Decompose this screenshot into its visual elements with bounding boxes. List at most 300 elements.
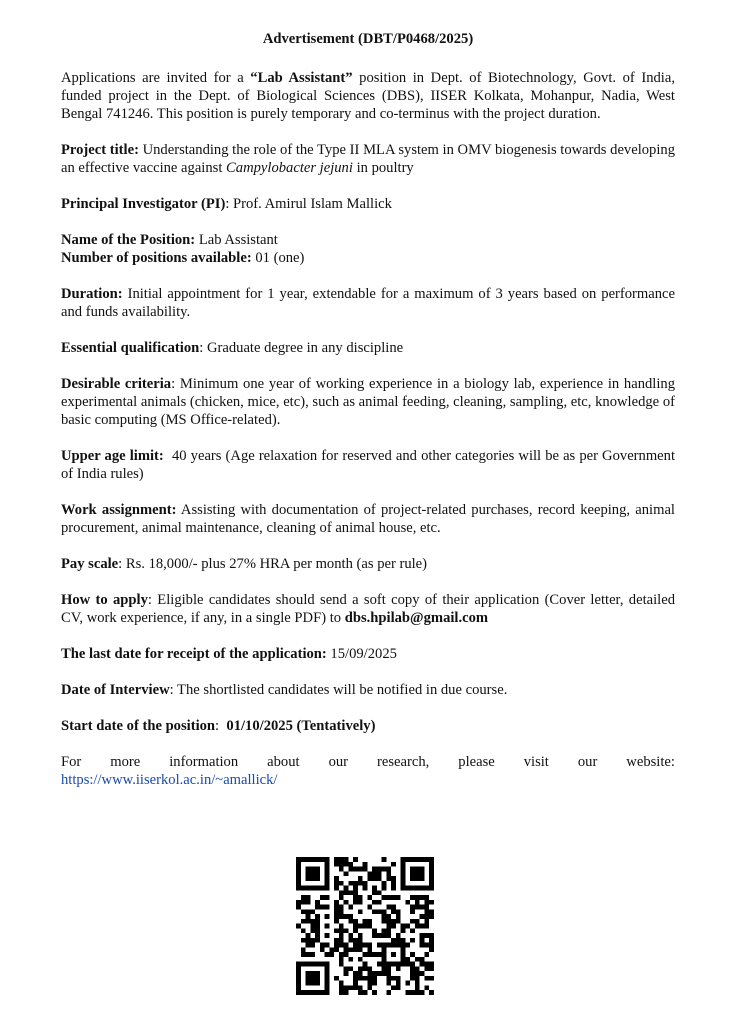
qr-module <box>358 933 363 938</box>
qr-module <box>339 895 344 900</box>
desirable-criteria-paragraph <box>61 375 675 429</box>
qr-module <box>363 919 368 924</box>
qr-module <box>344 871 349 876</box>
qr-module <box>334 900 339 905</box>
qr-module <box>334 938 339 943</box>
qr-module <box>306 976 311 981</box>
qr-module <box>420 905 425 910</box>
more-info-word: For <box>61 754 82 770</box>
qr-module <box>396 976 401 981</box>
qr-module <box>301 895 306 900</box>
qr-module <box>301 952 306 957</box>
qr-module <box>310 876 315 881</box>
qr-module <box>339 957 344 962</box>
qr-module <box>358 924 363 929</box>
qr-module <box>334 914 339 919</box>
qr-module <box>415 905 420 910</box>
qr-module <box>306 990 311 995</box>
qr-module <box>382 928 387 933</box>
qr-module <box>401 938 406 943</box>
qr-module <box>429 990 434 995</box>
start-date-label: Start date of the position <box>61 718 216 734</box>
intro-text-before: Applications are invited for a <box>61 70 251 86</box>
qr-module <box>372 886 377 891</box>
qr-module <box>372 909 377 914</box>
pi-label: Principal Investigator (PI) <box>61 196 226 212</box>
qr-module <box>372 933 377 938</box>
qr-module <box>344 990 349 995</box>
qr-module <box>310 919 315 924</box>
qr-module <box>382 971 387 976</box>
how-to-apply-paragraph <box>61 591 675 627</box>
qr-module <box>334 928 339 933</box>
qr-module <box>296 985 301 990</box>
positions-available-text: 01 (one) <box>251 250 305 266</box>
qr-module <box>358 976 363 981</box>
qr-module <box>353 857 358 862</box>
qr-module <box>401 943 406 948</box>
qr-module <box>301 938 306 943</box>
qr-module <box>353 867 358 872</box>
qr-module <box>396 919 401 924</box>
qr-module <box>420 938 425 943</box>
position-name-paragraph <box>61 231 675 249</box>
qr-module <box>396 962 401 967</box>
qr-module <box>339 962 344 967</box>
qr-module <box>415 900 420 905</box>
qr-module <box>367 985 372 990</box>
qr-module <box>301 909 306 914</box>
qr-module <box>325 886 330 891</box>
qr-module <box>348 881 353 886</box>
qr-module <box>386 919 391 924</box>
qr-module <box>391 924 396 929</box>
qr-module <box>424 857 429 862</box>
more-info-line <box>61 753 675 771</box>
application-email[interactable]: dbs.hpilab@gmail.com <box>344 610 489 626</box>
qr-module <box>310 928 315 933</box>
qr-module <box>296 924 301 929</box>
qr-module <box>339 933 344 938</box>
qr-module <box>353 981 358 986</box>
qr-module <box>401 957 406 962</box>
qr-module <box>320 990 325 995</box>
more-info-word: visit <box>523 754 549 770</box>
qr-module <box>325 881 330 886</box>
qr-module <box>420 933 425 938</box>
qr-module <box>315 867 320 872</box>
qr-module <box>320 947 325 952</box>
qr-module <box>424 895 429 900</box>
qr-module <box>367 971 372 976</box>
qr-module <box>339 857 344 862</box>
qr-module <box>386 990 391 995</box>
website-link[interactable]: https://www.iiserkol.ac.in/~amallick/ <box>61 772 278 788</box>
qr-module <box>348 966 353 971</box>
qr-module <box>367 924 372 929</box>
qr-module <box>377 871 382 876</box>
qr-module <box>382 947 387 952</box>
qr-module <box>410 976 415 981</box>
qr-module <box>391 985 396 990</box>
last-date-paragraph <box>61 645 675 663</box>
qr-module <box>372 990 377 995</box>
advertisement-document <box>61 30 679 789</box>
qr-module <box>301 900 306 905</box>
qr-module <box>353 943 358 948</box>
qr-module <box>420 957 425 962</box>
qr-module <box>296 857 301 862</box>
position-name-label: Name of the Position: <box>61 232 196 248</box>
qr-module <box>320 895 325 900</box>
qr-module <box>358 938 363 943</box>
essential-qualification-text: : Graduate degree in any discipline <box>199 340 404 356</box>
qr-module <box>429 938 434 943</box>
qr-module <box>348 938 353 943</box>
qr-module <box>377 933 382 938</box>
intro-text-after: position in Dept. of Biotechnology, Govt. of India, funded project in the Dept. of Biological Sciences (DBS), IISER Kolkata, Mohanpur, Nadia, West Bengal 741246. This position is purely temporary and co-terminus with the project duration. <box>61 70 675 122</box>
qr-module <box>306 871 311 876</box>
qr-module <box>344 971 349 976</box>
qr-module <box>405 962 410 967</box>
qr-module <box>367 905 372 910</box>
qr-module <box>325 971 330 976</box>
qr-module <box>344 857 349 862</box>
qr-module <box>301 928 306 933</box>
qr-module <box>382 943 387 948</box>
qr-module <box>415 876 420 881</box>
qr-module <box>325 871 330 876</box>
qr-module <box>353 895 358 900</box>
more-info-word: our <box>328 754 349 770</box>
qr-module <box>325 962 330 967</box>
project-title-text: Understanding the role of the Type II MLA system in OMV biogenesis towards developing an effective vaccine against <box>61 142 675 176</box>
qr-module <box>320 905 325 910</box>
qr-module <box>301 947 306 952</box>
qr-module <box>344 985 349 990</box>
qr-module <box>358 957 363 962</box>
how-to-apply-label: How to apply <box>61 592 148 608</box>
qr-module <box>334 886 339 891</box>
qr-module <box>410 938 415 943</box>
qr-module <box>296 962 301 967</box>
qr-module <box>310 971 315 976</box>
qr-module <box>339 924 344 929</box>
qr-module <box>420 895 425 900</box>
qr-module <box>377 900 382 905</box>
pay-scale-label: Pay scale <box>61 556 119 572</box>
qr-module <box>367 976 372 981</box>
qr-module <box>363 990 368 995</box>
qr-module <box>315 924 320 929</box>
more-info-word: research, <box>377 754 430 770</box>
qr-module <box>424 924 429 929</box>
qr-module <box>377 962 382 967</box>
qr-module <box>339 914 344 919</box>
qr-module <box>344 947 349 952</box>
essential-qualification-label: Essential qualification <box>61 340 200 356</box>
qr-module <box>415 871 420 876</box>
qr-module <box>401 947 406 952</box>
positions-available-label: Number of positions available: <box>61 250 252 266</box>
qr-module <box>358 990 363 995</box>
qr-module <box>410 905 415 910</box>
qr-module <box>315 876 320 881</box>
work-assignment-paragraph <box>61 501 675 537</box>
qr-module <box>382 952 387 957</box>
qr-module <box>306 895 311 900</box>
qr-module <box>358 985 363 990</box>
qr-code-icon <box>296 857 434 995</box>
qr-module <box>348 905 353 910</box>
qr-module <box>396 981 401 986</box>
desirable-criteria-label: Desirable criteria <box>61 376 172 392</box>
qr-module <box>315 857 320 862</box>
qr-module <box>410 928 415 933</box>
qr-module <box>424 919 429 924</box>
qr-module <box>348 914 353 919</box>
qr-module <box>401 867 406 872</box>
qr-module <box>396 966 401 971</box>
qr-module <box>348 957 353 962</box>
qr-module <box>310 938 315 943</box>
qr-module <box>401 871 406 876</box>
qr-module <box>353 947 358 952</box>
qr-module <box>310 886 315 891</box>
qr-module <box>429 881 434 886</box>
qr-module <box>386 876 391 881</box>
qr-module <box>296 981 301 986</box>
qr-module <box>315 933 320 938</box>
qr-module <box>424 933 429 938</box>
pi-paragraph <box>61 195 675 213</box>
qr-module <box>420 867 425 872</box>
qr-module <box>315 962 320 967</box>
qr-module <box>415 971 420 976</box>
qr-module <box>363 943 368 948</box>
qr-module <box>372 952 377 957</box>
more-info-word: website: <box>626 754 675 770</box>
qr-module <box>310 867 315 872</box>
pi-text: : Prof. Amirul Islam Mallick <box>225 196 392 212</box>
qr-module <box>315 871 320 876</box>
qr-module <box>334 947 339 952</box>
qr-module <box>415 957 420 962</box>
more-info-word: more <box>110 754 141 770</box>
qr-module <box>372 976 377 981</box>
qr-module <box>348 862 353 867</box>
qr-module <box>325 966 330 971</box>
duration-label: Duration: <box>61 286 123 302</box>
qr-module <box>429 909 434 914</box>
qr-module <box>348 985 353 990</box>
qr-module <box>363 886 368 891</box>
qr-module <box>429 947 434 952</box>
qr-module <box>415 976 420 981</box>
qr-module <box>325 905 330 910</box>
qr-module <box>382 919 387 924</box>
desirable-criteria-text: : Minimum one year of working experience in a biology lab, experience in handling experimental animals (chicken, mice, etc), such as animal feeding, cleaning, sampling, etc, knowledge of basic computing (MS Office-related). <box>61 376 675 428</box>
qr-module <box>372 871 377 876</box>
qr-module <box>410 962 415 967</box>
qr-module <box>344 886 349 891</box>
last-date-label: The last date for receipt of the application: <box>61 646 327 662</box>
qr-module <box>420 857 425 862</box>
qr-module <box>348 867 353 872</box>
qr-module <box>410 966 415 971</box>
qr-module <box>415 895 420 900</box>
qr-module <box>415 990 420 995</box>
start-date-separator: : <box>215 718 227 734</box>
qr-module <box>429 914 434 919</box>
qr-module <box>391 952 396 957</box>
how-to-apply-text: : Eligible candidates should send a soft copy of their application (Cover letter, detailed CV, work experience, if any, in a single PDF) to <box>61 592 675 626</box>
qr-module <box>386 943 391 948</box>
qr-module <box>386 962 391 967</box>
qr-module <box>334 862 339 867</box>
qr-module <box>382 909 387 914</box>
qr-module <box>339 990 344 995</box>
qr-module <box>410 895 415 900</box>
more-info-paragraph <box>61 753 675 789</box>
qr-module <box>396 933 401 938</box>
qr-module <box>296 905 301 910</box>
start-date-value: 01/10/2025 (Tentatively) <box>226 718 376 734</box>
qr-module <box>353 928 358 933</box>
duration-text: Initial appointment for 1 year, extendable for a maximum of 3 years based on performance and funds availability. <box>61 286 675 320</box>
qr-module <box>401 962 406 967</box>
qr-module <box>382 857 387 862</box>
qr-module <box>386 933 391 938</box>
qr-module <box>325 867 330 872</box>
qr-module <box>325 952 330 957</box>
qr-module <box>405 924 410 929</box>
qr-module <box>358 881 363 886</box>
qr-module <box>306 867 311 872</box>
qr-module <box>377 909 382 914</box>
qr-module <box>353 881 358 886</box>
qr-module <box>405 886 410 891</box>
qr-module <box>315 886 320 891</box>
qr-module <box>424 914 429 919</box>
qr-module <box>367 876 372 881</box>
qr-module <box>306 900 311 905</box>
age-limit-paragraph <box>61 447 679 483</box>
qr-module <box>358 900 363 905</box>
qr-module <box>410 886 415 891</box>
qr-module <box>429 962 434 967</box>
duration-paragraph <box>61 285 675 321</box>
qr-module <box>382 962 387 967</box>
qr-module <box>353 971 358 976</box>
qr-module <box>391 962 396 967</box>
qr-module <box>315 938 320 943</box>
qr-module <box>410 952 415 957</box>
qr-module <box>429 943 434 948</box>
qr-module <box>367 895 372 900</box>
qr-module <box>382 933 387 938</box>
qr-module <box>325 857 330 862</box>
qr-module <box>424 952 429 957</box>
qr-module <box>405 981 410 986</box>
qr-module <box>315 914 320 919</box>
qr-module <box>391 919 396 924</box>
qr-module <box>410 919 415 924</box>
qr-module <box>306 981 311 986</box>
qr-module <box>382 966 387 971</box>
qr-module <box>353 886 358 891</box>
qr-module <box>424 905 429 910</box>
qr-module <box>339 943 344 948</box>
qr-module <box>386 905 391 910</box>
qr-module <box>377 971 382 976</box>
qr-module <box>310 924 315 929</box>
qr-module <box>344 943 349 948</box>
qr-module <box>325 924 330 929</box>
work-assignment-text: Assisting with documentation of project-related purchases, record keeping, animal procurement, animal maintenance, cleaning of animal house, etc. <box>61 502 675 536</box>
qr-module <box>401 876 406 881</box>
qr-module <box>415 924 420 929</box>
interview-label: Date of Interview <box>61 682 170 698</box>
qr-module <box>420 924 425 929</box>
qr-module <box>386 871 391 876</box>
qr-module <box>296 900 301 905</box>
document-title: Advertisement (DBT/P0468/2025) <box>262 31 474 47</box>
qr-module <box>353 924 358 929</box>
project-title-text-after: in poultry <box>352 160 414 176</box>
qr-module <box>391 886 396 891</box>
age-limit-text: 40 years (Age relaxation for reserved and other categories will be as per Government of India rules) <box>61 448 679 482</box>
qr-module <box>420 876 425 881</box>
qr-module <box>429 867 434 872</box>
qr-module <box>372 890 377 895</box>
qr-module <box>325 876 330 881</box>
qr-module <box>334 905 339 910</box>
qr-module <box>386 971 391 976</box>
qr-module <box>353 985 358 990</box>
position-name-text: Lab Assistant <box>195 232 278 248</box>
qr-module <box>310 857 315 862</box>
qr-module <box>344 862 349 867</box>
qr-module <box>424 985 429 990</box>
qr-module <box>424 886 429 891</box>
qr-module <box>344 966 349 971</box>
qr-module <box>296 971 301 976</box>
qr-module <box>401 886 406 891</box>
qr-module <box>358 909 363 914</box>
qr-module <box>358 867 363 872</box>
qr-module <box>415 857 420 862</box>
qr-module <box>401 862 406 867</box>
qr-module <box>405 857 410 862</box>
qr-module <box>401 928 406 933</box>
qr-module <box>344 952 349 957</box>
qr-module <box>315 971 320 976</box>
qr-module <box>372 867 377 872</box>
qr-module <box>410 871 415 876</box>
more-info-word: about <box>267 754 300 770</box>
qr-module <box>391 876 396 881</box>
qr-module <box>401 857 406 862</box>
qr-module <box>429 976 434 981</box>
qr-module <box>420 886 425 891</box>
qr-module <box>396 895 401 900</box>
qr-module <box>386 966 391 971</box>
qr-module <box>386 914 391 919</box>
qr-module <box>382 881 387 886</box>
qr-module <box>325 990 330 995</box>
qr-module <box>420 971 425 976</box>
